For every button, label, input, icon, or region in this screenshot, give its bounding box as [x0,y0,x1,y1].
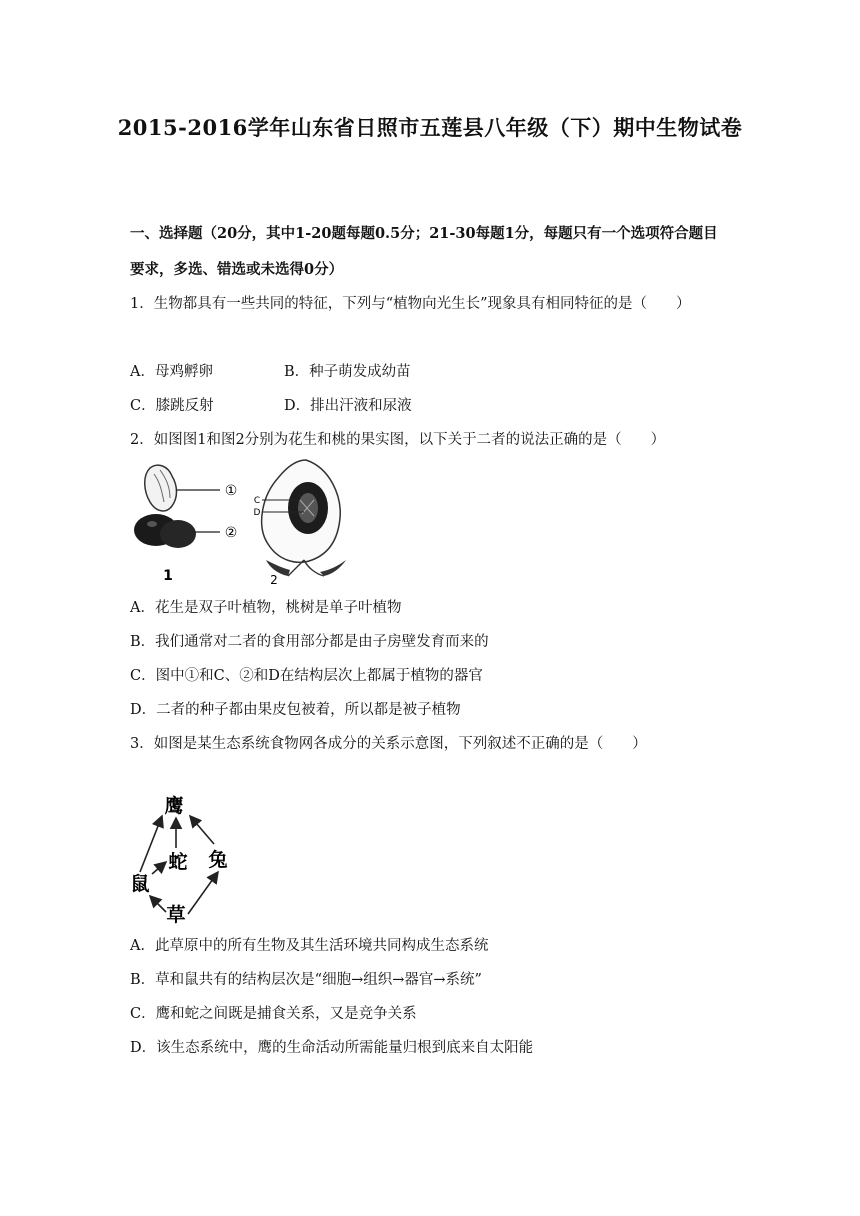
food-web-rabbit: 兔 [208,849,228,871]
peanut-illustration [134,465,196,548]
question-2-option-b: B．我们通常对二者的食用部分都是由子房壁发育而来的 [130,634,489,650]
arrow-rabbit-eagle [190,816,214,844]
section-heading-line-2: 要求，多选、错选或未选得0分） [130,261,344,278]
figure-number-1: 1 [163,568,173,584]
food-web-mouse: 鼠 [130,873,150,895]
question-3-stem: 3．如图是某生态系统食物网各成分的关系示意图，下列叙述不正确的是（ ） [130,736,647,752]
figure-label-1: ① [224,483,238,499]
section-heading-line-1: 一、选择题（20分，其中1-20题每题0.5分；21-30每题1分，每题只有一个选项符合题目 [130,225,718,242]
food-web-eagle: 鹰 [164,795,184,817]
question-1-option-c: C．膝跳反射 [130,398,214,414]
figure-label-c: C [253,496,261,506]
food-web-diagram [126,788,234,924]
question-3-option-c: C．鹰和蛇之间既是捕食关系，又是竞争关系 [130,1006,417,1022]
food-web-snake: 蛇 [168,851,188,873]
food-web-grass: 草 [166,904,186,924]
page-title: 2015-2016学年山东省日照市五莲县八年级（下）期中生物试卷 [117,115,743,140]
figure-label-d: D [253,508,261,518]
arrow-mouse-eagle [140,816,162,872]
question-2-option-d: D．二者的种子都由果皮包被着，所以都是被子植物 [130,702,461,718]
arrow-grass-mouse [150,896,166,912]
arrow-mouse-snake [152,862,166,874]
arrow-grass-rabbit [188,872,218,914]
question-3-option-a: A．此草原中的所有生物及其生活环境共同构成生态系统 [130,938,489,954]
question-2-stem: 2．如图图1和图2分别为花生和桃的果实图，以下关于二者的说法正确的是（ ） [130,432,666,448]
question-1-option-a: A．母鸡孵卵 [130,364,213,380]
question-2-option-c: C．图中①和C、②和D在结构层次上都属于植物的器官 [130,668,483,684]
figure-label-2: ② [224,525,238,541]
question-2-option-a: A．花生是双子叶植物，桃树是单子叶植物 [130,600,402,616]
question-1-option-b: B．种子萌发成幼苗 [284,364,411,380]
peach-illustration [262,460,346,576]
question-1-stem: 1．生物都具有一些共同的特征，下列与“植物向光生长”现象具有相同特征的是（ ） [130,296,691,312]
fruit-figure [128,456,348,588]
question-3-option-b: B．草和鼠共有的结构层次是“细胞→组织→器官→系统” [130,972,482,988]
question-1-option-d: D．排出汗液和尿液 [284,398,412,414]
question-3-option-d: D．该生态系统中，鹰的生命活动所需能量归根到底来自太阳能 [130,1040,534,1056]
figure-number-2: 2 [270,573,278,587]
